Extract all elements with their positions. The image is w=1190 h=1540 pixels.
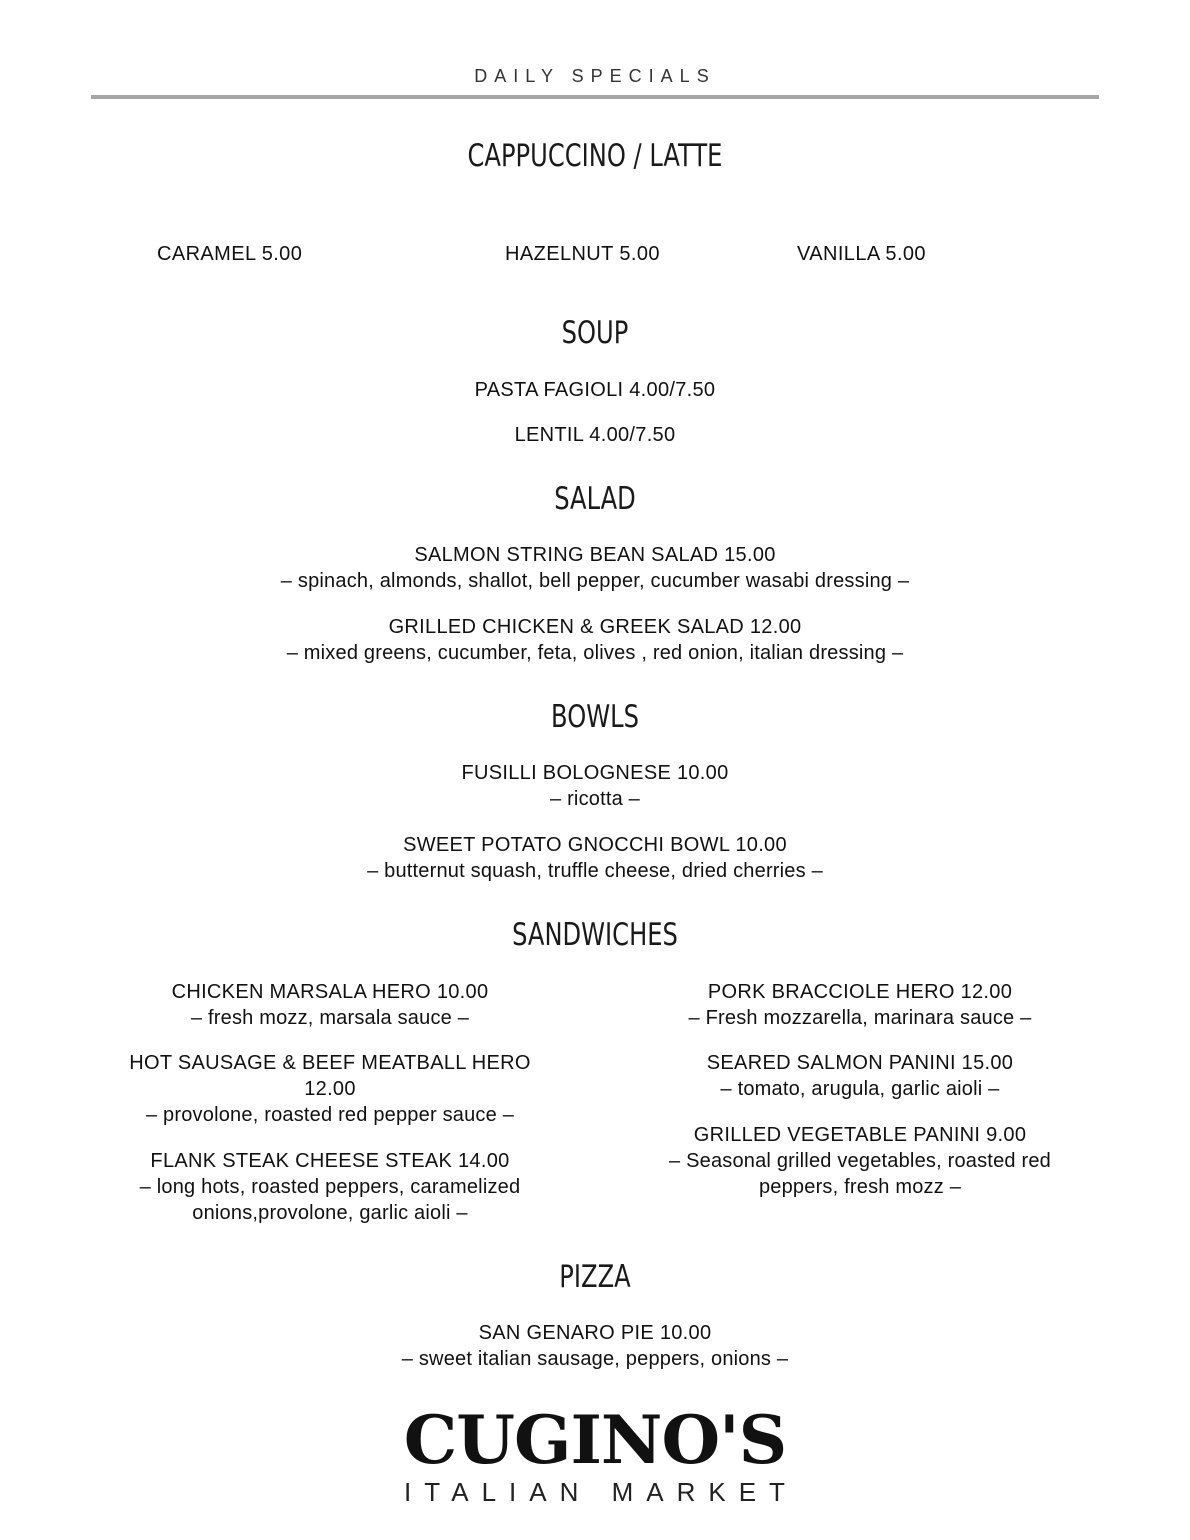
page-header-label: DAILY SPECIALS [474, 66, 716, 86]
logo-tagline: ITALIAN MARKET [404, 1477, 798, 1507]
menu-item-name: FUSILLI BOLOGNESE 10.00 [461, 762, 729, 784]
menu-item-description: – ricotta – [549, 788, 641, 810]
menu-item-name: GRILLED VEGETABLE PANINI 9.00 [693, 1124, 1027, 1146]
menu-item-name: PASTA FAGIOLI 4.00/7.50 [474, 379, 716, 401]
coffee-item-hazelnut: HAZELNUT 5.00 [505, 243, 660, 265]
menu-item-description: – fresh mozz, marsala sauce – [190, 1007, 470, 1029]
bowls-item [0, 832, 1190, 884]
section-title-bowls: BOWLS [551, 699, 639, 735]
sandwich-item [100, 979, 560, 1031]
menu-item-description: – Fresh mozzarella, marinara sauce – [688, 1007, 1032, 1029]
salad-item [0, 542, 1190, 594]
menu-item-name: SAN GENARO PIE 10.00 [478, 1322, 712, 1344]
section-title-soup: SOUP [561, 315, 629, 351]
soup-item-pasta-fagioli [0, 377, 1190, 403]
logo-wordmark: CUGINO'S [403, 1401, 787, 1479]
header-divider [91, 95, 1099, 99]
sandwich-item [630, 1122, 1090, 1200]
menu-item-name: PORK BRACCIOLE HERO 12.00 [707, 981, 1013, 1003]
menu-item-name: FLANK STEAK CHEESE STEAK 14.00 [150, 1150, 510, 1172]
menu-item-name: SEARED SALMON PANINI 15.00 [706, 1052, 1014, 1074]
menu-item-description: – long hots, roasted peppers, caramelized onions,provolone, garlic aioli – [139, 1176, 521, 1224]
menu-item-description: – Seasonal grilled vegetables, roasted red peppers, fresh mozz – [669, 1150, 1051, 1198]
section-title-sandwiches: SANDWICHES [512, 917, 678, 953]
section-title-pizza: PIZZA [559, 1259, 631, 1295]
section-title-salad: SALAD [554, 481, 636, 517]
sandwich-item [630, 1050, 1090, 1102]
menu-item-name: HOT SAUSAGE & BEEF MEATBALL HERO 12.00 [129, 1052, 531, 1100]
menu-item-description: – butternut squash, truffle cheese, dried cherries – [367, 860, 823, 882]
menu-item-name: SALMON STRING BEAN SALAD 15.00 [414, 544, 776, 566]
menu-item-name: GRILLED CHICKEN & GREEK SALAD 12.00 [388, 616, 802, 638]
section-title-coffee: CAPPUCCINO / LATTE [467, 138, 723, 174]
menu-item-description: – mixed greens, cucumber, feta, olives , red onion, italian dressing – [286, 642, 904, 664]
menu-item-description: – spinach, almonds, shallot, bell pepper, cucumber wasabi dressing – [280, 570, 910, 592]
menu-item-description: – tomato, arugula, garlic aioli – [720, 1078, 1000, 1100]
menu-item-name: LENTIL 4.00/7.50 [514, 424, 676, 446]
sandwich-item [105, 1050, 555, 1128]
menu-item-description: – provolone, roasted red pepper sauce – [145, 1104, 515, 1126]
sandwich-item [100, 1148, 560, 1226]
brand-logo [0, 1401, 1190, 1508]
menu-item-description: – sweet italian sausage, peppers, onions – [401, 1348, 789, 1370]
coffee-item-vanilla: VANILLA 5.00 [797, 243, 926, 265]
salad-item [0, 614, 1190, 666]
coffee-item-caramel: CARAMEL 5.00 [157, 243, 303, 265]
soup-item-lentil [0, 422, 1190, 448]
menu-item-name: SWEET POTATO GNOCCHI BOWL 10.00 [403, 834, 787, 856]
pizza-item [0, 1320, 1190, 1372]
menu-item-name: CHICKEN MARSALA HERO 10.00 [171, 981, 489, 1003]
sandwich-item [630, 979, 1090, 1031]
bowls-item [0, 760, 1190, 812]
